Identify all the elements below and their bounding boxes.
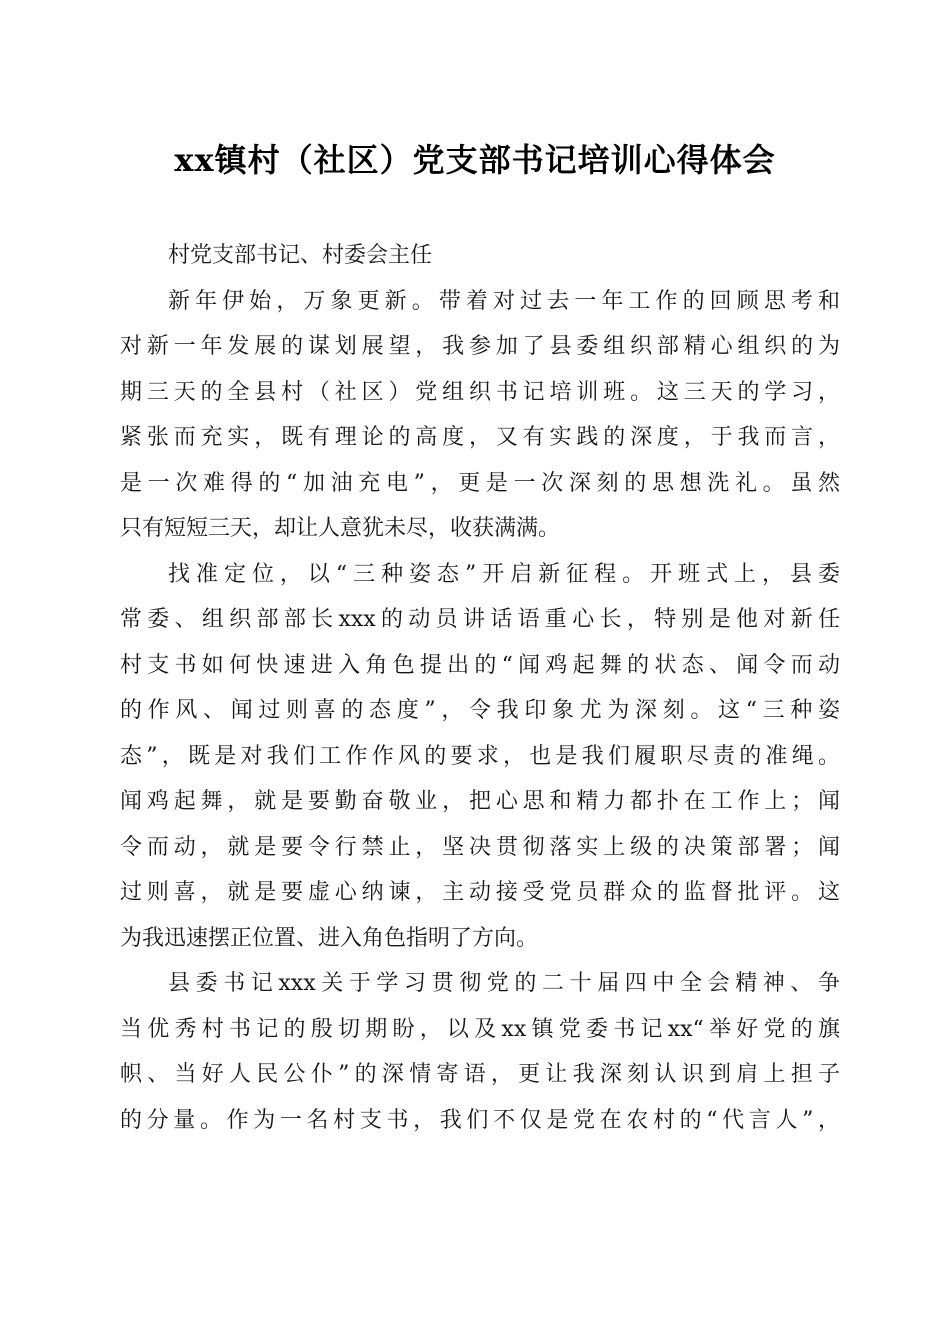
paragraph-2-line-7: 令而动，就是要令行禁止，坚决贯彻落实上级的决策部署；闻	[120, 834, 840, 860]
paragraph-2-line-6: 闻鸡起舞，就是要勤奋敬业，把心思和精力都扑在工作上；闻	[120, 789, 840, 814]
paragraph-1-line-4: 紧张而充实，既有理论的高度，又有实践的深度，于我而言，	[120, 425, 840, 450]
document-body	[120, 233, 840, 1143]
paragraph-2-line-1: 找准定位，以“三种姿态”开启新征程。开班式上，县委	[168, 561, 840, 587]
paragraph-3-line-2: 当优秀村书记的殷切期盼，以及xx镇党委书记xx“举好党的旗	[120, 1016, 840, 1042]
paragraph-1-line-2: 对新一年发展的谋划展望，我参加了县委组织部精心组织的为	[120, 334, 840, 359]
paragraph-3-line-1: 县委书记xxx关于学习贯彻党的二十届四中全会精神、争	[168, 971, 840, 996]
paragraph-1-line-5: 是一次难得的“加油充电”，更是一次深刻的思想洗礼。虽然	[120, 470, 840, 496]
paragraph-3-line-4: 的分量。作为一名村支书，我们不仅是党在农村的“代言人”，	[120, 1107, 840, 1133]
paragraph-2-line-2: 常委、组织部部长xxx的动员讲话语重心长，特别是他对新任	[120, 607, 840, 632]
author-line: 村党支部书记、村委会主任	[168, 243, 433, 268]
paragraph-2-line-5: 态”，既是对我们工作作风的要求，也是我们履职尽责的准绳。	[120, 743, 840, 769]
paragraph-1-line-6: 只有短短三天，却让人意犹未尽，收获满满。	[120, 516, 561, 541]
paragraph-2-line-3: 村支书如何快速进入角色提出的“闻鸡起舞的状态、闻令而动	[120, 652, 840, 678]
paragraph-1-line-3: 期三天的全县村（社区）党组织书记培训班。这三天的学习，	[120, 379, 840, 405]
paragraph-2-line-9: 为我迅速摆正位置、进入角色指明了方向。	[120, 925, 539, 951]
paragraph-1-line-1: 新年伊始，万象更新。带着对过去一年工作的回顾思考和	[168, 288, 840, 314]
paragraph-3-line-3: 帜、当好人民公仆”的深情寄语，更让我深刻认识到肩上担子	[120, 1062, 840, 1087]
document-title: xx镇村（社区）党支部书记培训心得体会	[174, 141, 776, 179]
paragraph-2-line-8: 过则喜，就是要虚心纳谏，主动接受党员群众的监督批评。这	[120, 880, 840, 905]
paragraph-2-line-4: 的作风、闻过则喜的态度”，令我印象尤为深刻。这“三种姿	[120, 698, 840, 723]
